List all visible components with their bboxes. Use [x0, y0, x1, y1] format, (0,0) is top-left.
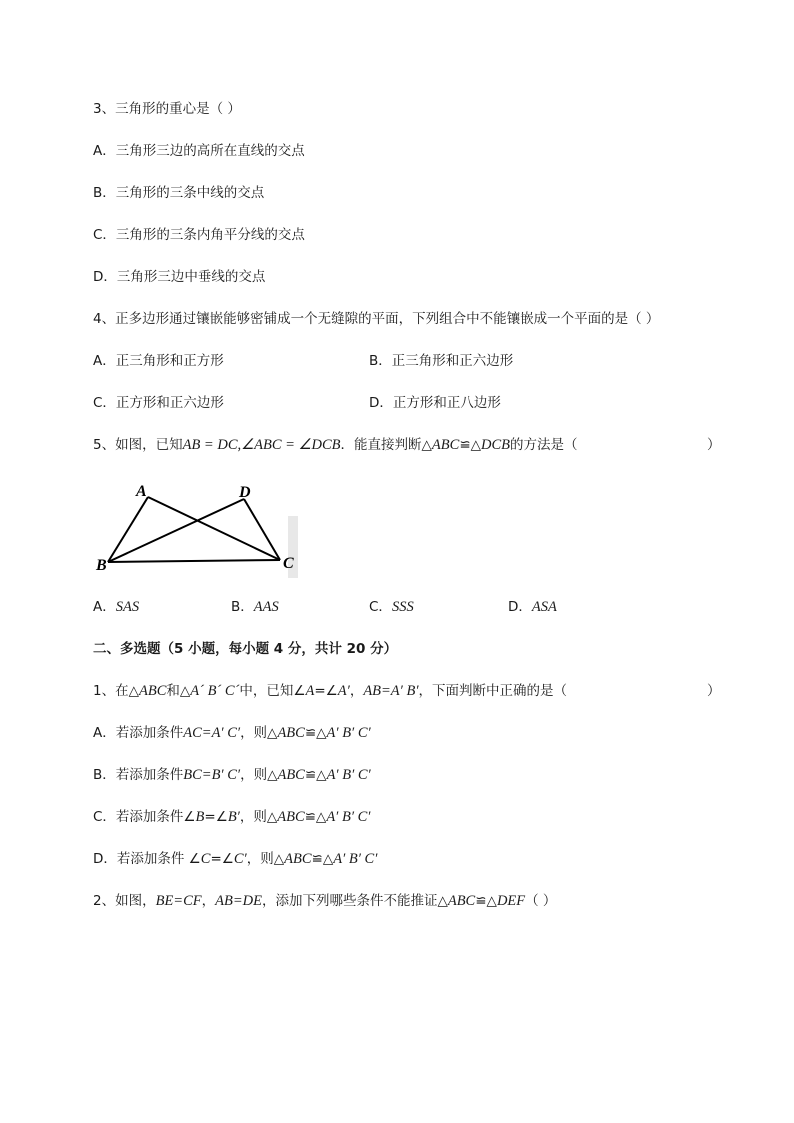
q4-stem: 4、正多边形通过镶嵌能够密铺成一个无缝隙的平面，下列组合中不能镶嵌成一个平面的是（ ） [93, 311, 660, 327]
q5-tri2: DCB [481, 437, 511, 453]
q5-option-b: B．AAS [231, 599, 279, 615]
q3-option-c: C．三角形的三条内角平分线的交点 [93, 227, 305, 243]
segment-ac [148, 497, 280, 560]
section-2-title: 二、多选题（5 小题，每小题 4 分，共计 20 分） [93, 641, 398, 657]
q5-close-paren: ） [707, 437, 721, 453]
m1-option-b: B．若添加条件BC=B′ C′，则△ABC≌△A′ B′ C′ [93, 767, 371, 783]
q4-option-b: B．正三角形和正六边形 [369, 353, 514, 369]
label-d: D [239, 484, 251, 501]
m2-stem: 2、如图，BE=CF，AB=DE，添加下列哪些条件不能推证△ABC≌△DEF（ ） [93, 893, 557, 909]
q5-cong: ≌△ [459, 437, 482, 453]
q5-figure [94, 482, 298, 578]
m1-stem: 1、在△ABC和△A´ B´ C´中，已知∠A=∠A′，AB=A′ B′，下面判断中正确的是（ [93, 683, 567, 699]
q5-option-d: D．ASA [508, 599, 557, 615]
q3-option-d: D．三角形三边中垂线的交点 [93, 269, 266, 285]
q5-option-c: C．SSS [369, 599, 414, 615]
figure-lines [108, 497, 280, 562]
m1-option-a: A．若添加条件AC=A′ C′，则△ABC≌△A′ B′ C′ [93, 725, 371, 741]
q4-option-a: A．正三角形和正方形 [93, 353, 224, 369]
q5-option-a: A．SAS [93, 599, 140, 615]
label-a: A [136, 483, 147, 500]
q4-option-d: D．正方形和正八边形 [369, 395, 501, 411]
q3-stem: 3、三角形的重心是（ ） [93, 101, 241, 117]
segment-bc [108, 560, 280, 562]
m1-option-d: D．若添加条件 ∠C=∠C′，则△ABC≌△A′ B′ C′ [93, 851, 378, 867]
q5-prefix: 5、如图，已知 [93, 437, 183, 453]
q5-condition: AB = DC,∠ABC = ∠DCB [182, 437, 341, 453]
label-c: C [283, 555, 294, 572]
q3-option-a: A．三角形三边的高所在直线的交点 [93, 143, 305, 159]
q5-suffix: 的方法是（ [510, 437, 578, 453]
q5-mid: ．能直接判断△ [340, 437, 432, 453]
label-b: B [96, 557, 107, 574]
q5-tri1: ABC [431, 437, 460, 453]
q3-option-b: B．三角形的三条中线的交点 [93, 185, 265, 201]
m1-close-paren: ） [707, 683, 721, 699]
q5-stem [93, 436, 578, 454]
q4-option-c: C．正方形和正六边形 [93, 395, 224, 411]
m1-option-c: C．若添加条件∠B=∠B′，则△ABC≌△A′ B′ C′ [93, 809, 371, 825]
